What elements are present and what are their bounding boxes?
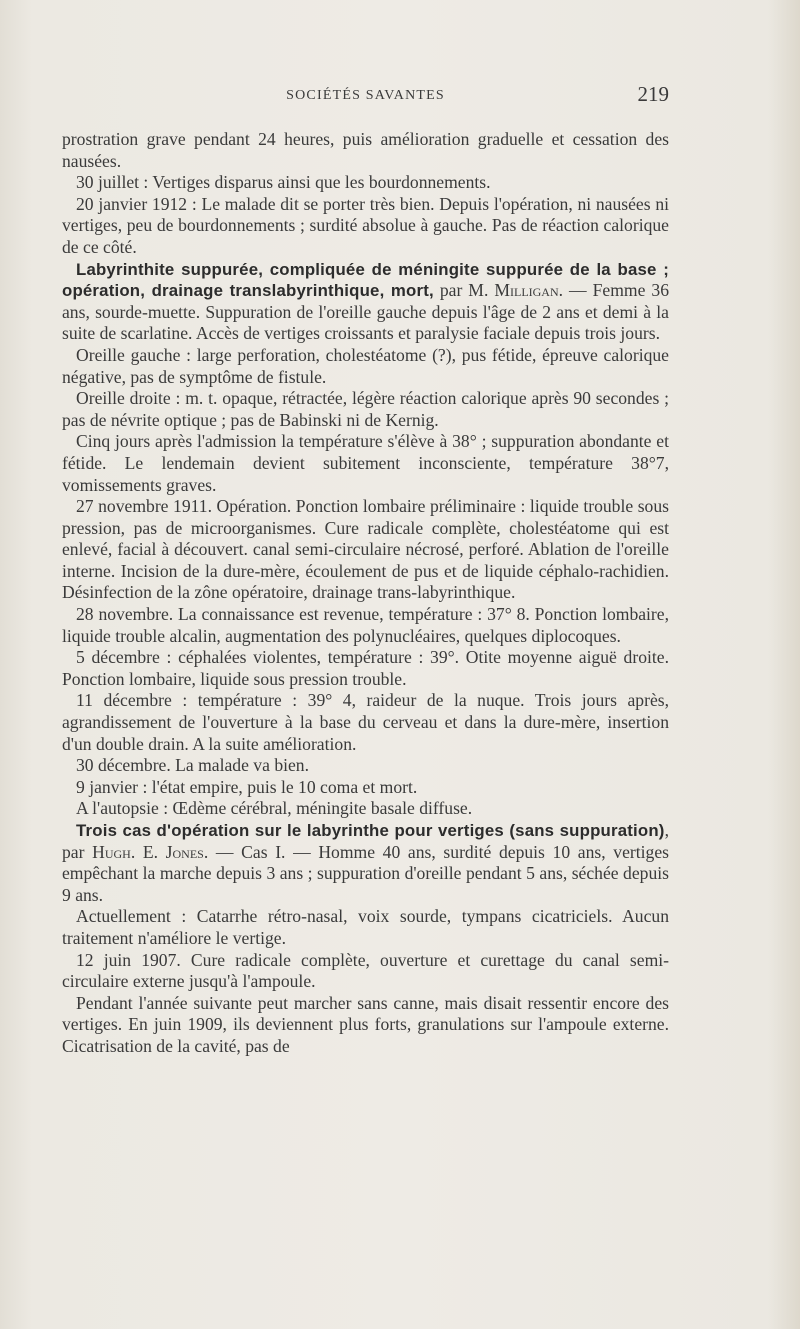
section-paragraph: [62, 259, 669, 345]
paragraph: [62, 129, 669, 172]
paragraph-text: 30 juillet : Vertiges disparus ainsi que les bourdonnements.: [76, 172, 491, 193]
paragraph: [62, 172, 669, 194]
page-number: 219: [637, 82, 669, 106]
byline-prefix: , par: [62, 820, 669, 862]
section-title: Labyrinthite suppurée, compliquée de méningite suppurée de la base ; opération, drainage translabyrinthique, mort,: [62, 259, 669, 301]
paragraph-text: 9 janvier : l'état empire, puis le 10 coma et mort.: [76, 776, 418, 797]
paragraph-text: 20 janvier 1912 : Le malade dit se porter très bien. Depuis l'opération, ni nausées ni vertiges, peu de bourdonnements ; surdité absolue à gauche. Pas de réaction calorique de ce côté.: [62, 193, 669, 257]
paragraph-text: Cinq jours après l'admission la température s'élève à 38° ; suppuration abondante et fétide. Le lendemain devient subitement inconsciente, température 38°7, vomissements graves.: [62, 431, 669, 495]
section-paragraph: [62, 820, 669, 906]
paragraph: [62, 690, 669, 755]
section-title: Trois cas d'opération sur le labyrinthe pour vertiges (sans suppuration): [76, 821, 665, 840]
paragraph: [62, 345, 669, 388]
paragraph-text: 5 décembre : céphalées violentes, température : 39°. Otite moyenne aiguë droite. Ponction lombaire, liquide sous pression trouble.: [62, 647, 669, 689]
paragraph: [62, 755, 669, 777]
paragraph-text: 27 novembre 1911. Opération. Ponction lombaire préliminaire : liquide trouble sous pression, pas de microorganismes. Cure radicale complète, cholestéatome qui est enlevé, facial à découvert. canal semi-circulaire nécrosé, perforé. Ablation de l'oreille interne. Incision de la dure-mère, écoulement de pus et de liquide céphalo-rachidien. Désinfection de la zône opératoire, drainage trans-labyrinthique.: [62, 496, 669, 603]
paragraph: [62, 993, 669, 1058]
paragraph: [62, 604, 669, 647]
page-header: [62, 82, 669, 112]
paragraph: [62, 777, 669, 799]
paragraph-text: 11 décembre : température : 39° 4, raideur de la nuque. Trois jours après, agrandissement de l'ouverture à la base du cerveau et dans la dure-mère, insertion d'un double drain. A la suite amélioration.: [62, 690, 669, 754]
paragraph: [62, 950, 669, 993]
paragraph-text: prostration grave pendant 24 heures, puis amélioration graduelle et cessation des nausées.: [62, 129, 669, 171]
running-head: SOCIÉTÉS SAVANTES: [286, 88, 445, 103]
paragraph: [62, 431, 669, 496]
paragraph-text: . — Femme 36 ans, sourde-muette. Suppuration de l'oreille gauche depuis l'âge de 2 ans et demi à la suite de scarlatine. Accès de vertiges croissants et paralysie faciale depuis trois jours.: [62, 280, 669, 344]
author-name: Hugh. E. Jones: [92, 841, 204, 862]
paragraph-text: Actuellement : Catarrhe rétro-nasal, voix sourde, tympans cicatriciels. Aucun traitement n'améliore le vertige.: [62, 906, 669, 948]
paragraph-text: A l'autopsie : Œdème cérébral, méningite basale diffuse.: [76, 798, 473, 819]
paragraph-text: Oreille droite : m. t. opaque, rétractée, légère réaction calorique après 90 secondes ; pas de névrite optique ; pas de Babinski ni de Kernig.: [62, 388, 669, 430]
paragraph-text: 28 novembre. La connaissance est revenue, température : 37° 8. Ponction lombaire, liquide trouble alcalin, augmentation des polynucléaires, quelques diplocoques.: [62, 604, 669, 646]
paragraph-text: 12 juin 1907. Cure radicale complète, ouverture et curettage du canal semi-circulaire externe jusqu'à l'ampoule.: [62, 949, 669, 992]
paragraph-text: 30 décembre. La malade va bien.: [76, 755, 310, 776]
paragraph-text: Oreille gauche : large perforation, cholestéatome (?), pus fétide, épreuve calorique négative, pas de symptôme de fistule.: [62, 344, 669, 387]
paragraph: [62, 388, 669, 431]
byline-prefix: par M.: [433, 280, 495, 301]
paragraph-text: Pendant l'année suivante peut marcher sans canne, mais disait ressentir encore des vertiges. En juin 1909, ils deviennent plus forts, granulations sur l'ampoule externe. Cicatrisation de la cavité, pas de: [62, 992, 669, 1056]
author-name: Milligan: [494, 280, 559, 301]
body-text: [62, 129, 669, 1058]
paragraph-text: . — Cas I. — Homme 40 ans, surdité depuis 10 ans, vertiges empêchant la marche depuis 3 ans ; suppuration d'oreille pendant 5 ans, séchée depuis 9 ans.: [62, 841, 669, 905]
paragraph: [62, 194, 669, 259]
paragraph: [62, 798, 669, 820]
paragraph: [62, 906, 669, 949]
paragraph: [62, 647, 669, 690]
paragraph: [62, 496, 669, 604]
